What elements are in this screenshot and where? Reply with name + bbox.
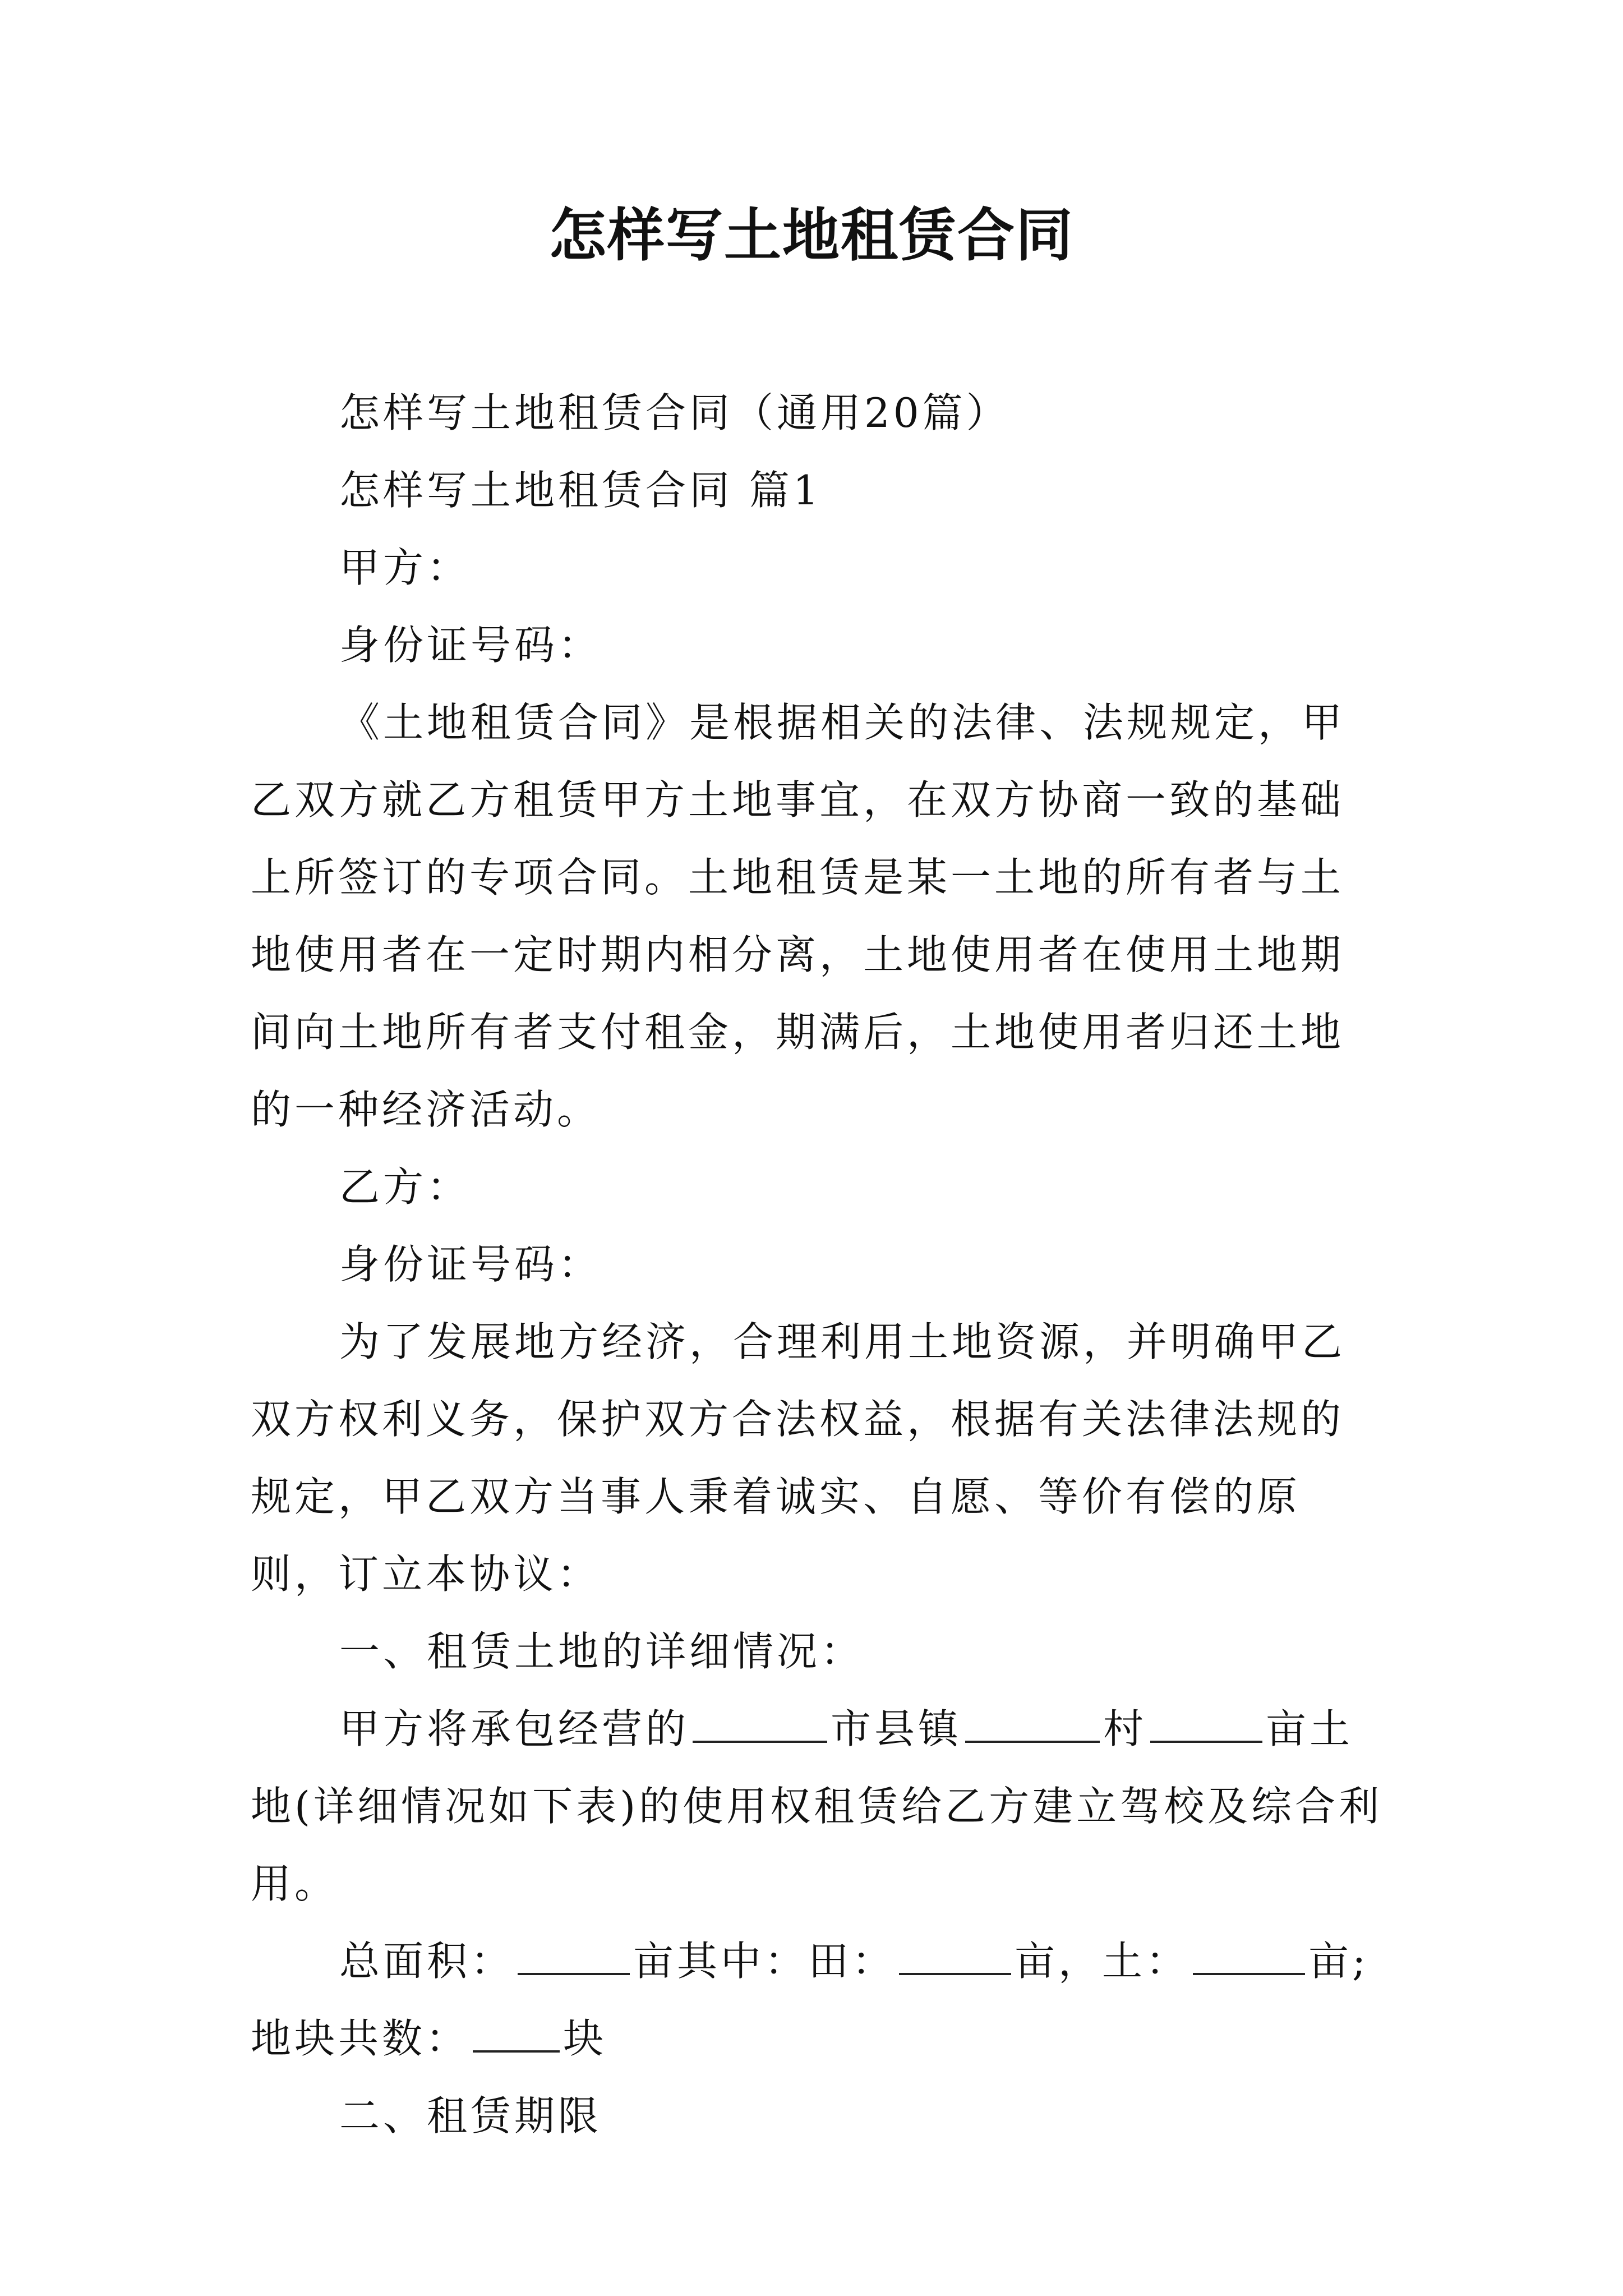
heading-land-details: 一、租赁土地的详细情况： [339, 1628, 865, 1675]
party-a-id-label: 身份证号码： [339, 622, 602, 669]
area-text-part3: 亩，土： [1015, 1938, 1190, 1985]
area-text-part5: 块 [563, 2015, 607, 2062]
party-b-label: 乙方： [339, 1163, 471, 1211]
section-heading: 怎样写土地租赁合同 篇1 [339, 467, 822, 514]
purpose-paragraph: 为了发展地方经济，合理利用土地资源，并明确甲乙双方权利义务，保护双方合法权益，根据有关法律法规的规定，甲乙双方当事人秉着诚实、自愿、等价有偿的原则，订立本协议： [251, 1318, 1346, 1598]
document-body [251, 374, 1384, 2155]
land-text-part2: 市县镇 [831, 1705, 962, 1752]
intro-paragraph: 《土地租赁合同》是根据相关的法律、法规规定，甲乙双方就乙方租赁甲方土地事宜，在双方协商一致的基础上所签订的专项合同。土地租赁是某一土地的所有者与土地使用者在一定时期内相分离，土地使用者在使用土地期间向土地所有者支付租金，期满后，土地使用者归还土地的一种经济活动。 [251, 699, 1346, 1133]
land-details-paragraph [251, 1690, 1384, 1922]
area-paragraph [251, 1922, 1384, 2077]
blank-soil-area-line [1193, 1937, 1305, 1975]
area-text-part4: 亩;地块共数： [251, 1938, 1370, 2062]
document-title: 怎样写土地租赁合同 [549, 202, 1074, 269]
land-text-part4: 亩土地(详细情况如下表)的使用权租赁给乙方建立驾校及综合利用。 [251, 1705, 1383, 1907]
land-text-part3: 村 [1103, 1705, 1147, 1752]
blank-plot-count-line [473, 2014, 560, 2053]
area-text-part1: 总面积： [339, 1938, 515, 1985]
land-text-part1: 甲方将承包经营的 [339, 1705, 690, 1752]
area-text-part2: 亩其中：田： [633, 1938, 896, 1985]
blank-village-line [965, 1705, 1100, 1743]
blank-mu-line [1150, 1705, 1262, 1743]
party-a-label: 甲方： [339, 544, 471, 591]
heading-lease-term: 二、租赁期限 [339, 2092, 602, 2139]
party-b-id-label: 身份证号码： [339, 1241, 602, 1288]
blank-total-area-line [518, 1937, 630, 1975]
blank-field-area-line [899, 1937, 1011, 1975]
blank-city-line [693, 1705, 827, 1743]
document-subtitle: 怎样写土地租赁合同（通用20篇） [339, 389, 1010, 436]
